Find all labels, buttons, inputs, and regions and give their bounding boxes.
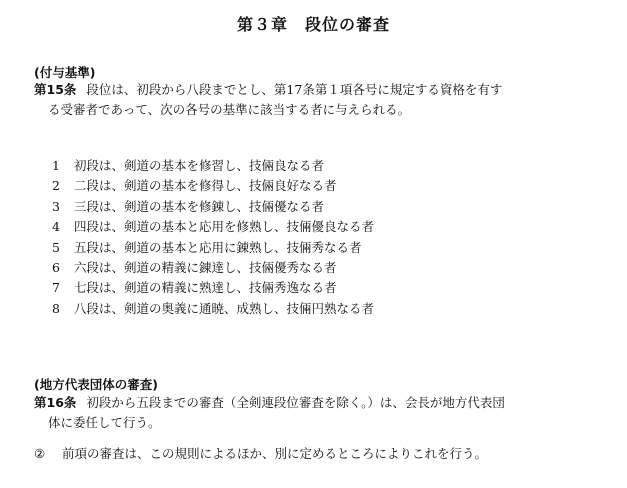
item-text: 三段は、剣道の基本を修錬し、技倆優なる者 <box>74 198 325 214</box>
list-item <box>52 217 374 237</box>
item-number: 5 <box>52 239 60 255</box>
item-text: 七段は、剣道の精義に熟達し、技倆秀逸なる者 <box>74 280 337 296</box>
article-16-text-line2: 体に委任して行う。 <box>48 415 161 430</box>
list-item <box>52 278 374 298</box>
article-16-text-line1: 初段から五段までの審査（全剣連段位審査を除く。）は、会長が地方代表団 <box>86 395 505 410</box>
paragraph-number: ② <box>34 446 46 461</box>
chapter-title: 第３章 段位の審査 <box>236 15 390 34</box>
item-text: 四段は、剣道の基本と応用を修熟し、技倆優良なる者 <box>74 219 375 235</box>
article-15 <box>34 80 614 120</box>
item-text: 二段は、剣道の基本を修得し、技倆良好なる者 <box>74 178 337 194</box>
item-text: 六段は、剣道の精義に錬達し、技倆優秀なる者 <box>74 259 337 275</box>
article-16-label: 第16条 <box>34 395 77 410</box>
article-15-text-line2: る受審者であって、次の各号の基準に該当する者に与えられる。 <box>48 102 411 117</box>
paragraph-text: 前項の審査は、この規則によるほか、別に定めるところによりこれを行う。 <box>62 446 488 461</box>
item-number: 2 <box>52 178 60 194</box>
list-item <box>52 197 374 217</box>
article-16 <box>34 393 614 433</box>
section-heading-grant-criteria: (付与基準) <box>34 65 96 80</box>
item-text: 五段は、剣道の基本と応用に錬熟し、技倆秀なる者 <box>74 239 362 255</box>
list-item <box>52 258 374 278</box>
item-number: 7 <box>52 280 60 296</box>
list-item <box>52 238 374 258</box>
article-15-text-line1: 段位は、初段から八段までとし、第17条第１項各号に規定する資格を有す <box>86 82 503 97</box>
list-item <box>52 156 374 176</box>
article-16-paragraph-2 <box>34 444 487 462</box>
article-15-label: 第15条 <box>34 82 77 97</box>
item-number: 6 <box>52 259 60 275</box>
item-number: 8 <box>52 300 60 316</box>
list-item <box>52 299 374 319</box>
item-number: 1 <box>52 158 60 173</box>
section-heading-regional-examination: (地方代表団体の審査) <box>34 377 158 392</box>
item-text: 初段は、剣道の基本を修習し、技倆良なる者 <box>74 158 325 173</box>
item-text: 八段は、剣道の奥義に通暁、成熟し、技倆円熟なる者 <box>74 300 375 316</box>
list-item <box>52 176 374 196</box>
item-number: 3 <box>52 198 60 214</box>
grade-criteria-list <box>52 156 374 319</box>
item-number: 4 <box>52 219 60 235</box>
